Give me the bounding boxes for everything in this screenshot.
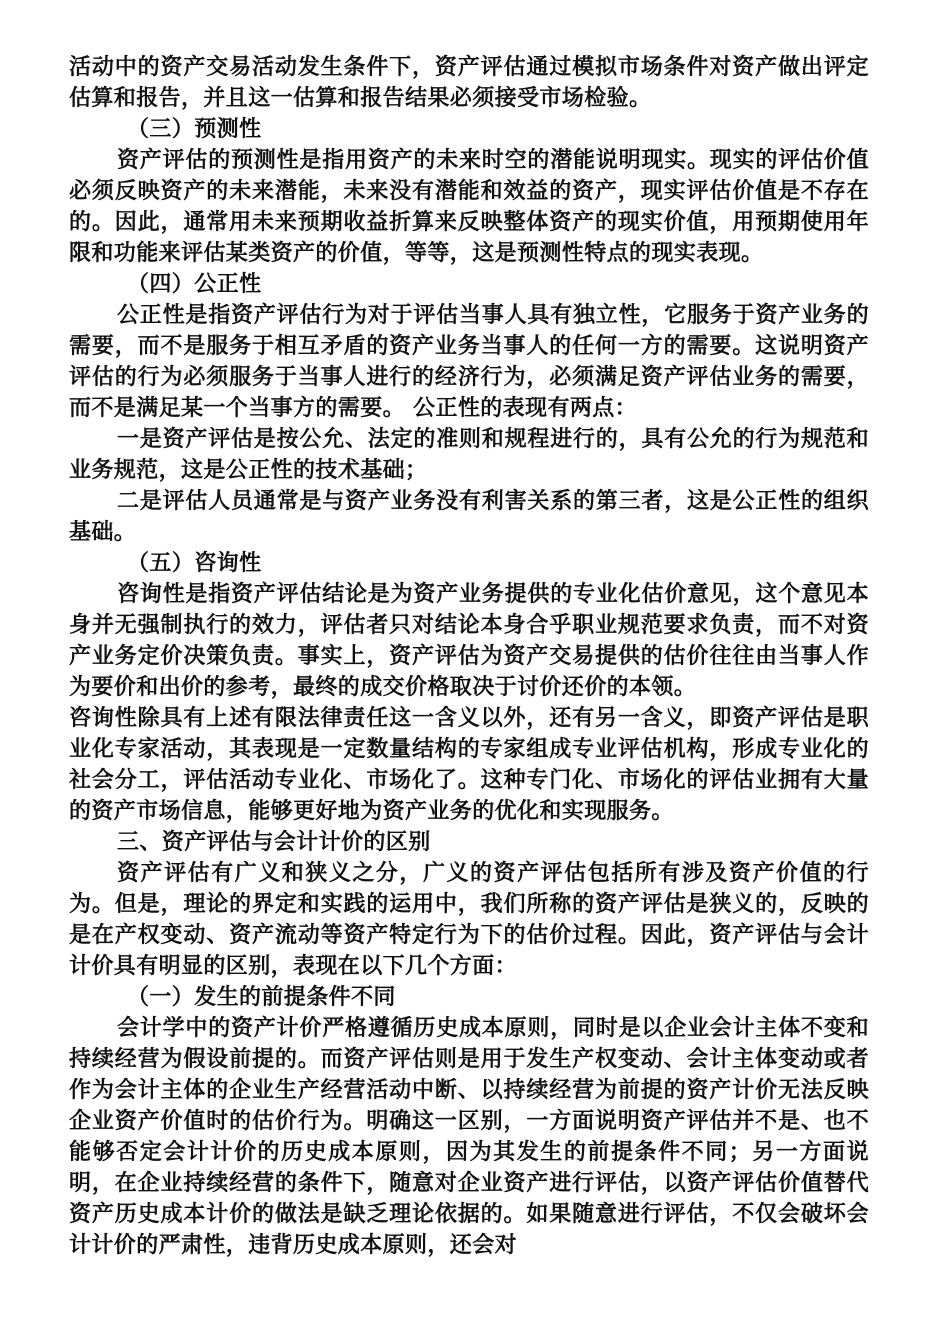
paragraph-forecast: 资产评估的预测性是指用资产的未来时空的潜能说明现实。现实的评估价值必须反映资产的未来潜能，未来没有潜能和效益的资产，现实评估价值是不存在的。因此，通常用未来预期收益折算来反映整体资产的现实价值，用预期使用年限和功能来评估某类资产的价值，等等，这是预测性特点的现实表现。 (69, 147, 869, 266)
paragraph-differences-intro: 资产评估有广义和狭义之分，广义的资产评估包括所有涉及资产价值的行为。但是，理论的界定和实践的运用中，我们所称的资产评估是狭义的，反映的是在产权变动、资产流动等资产特定行为下的估价过程。因此，资产评估与会计计价具有明显的区别，表现在以下几个方面： (69, 860, 869, 979)
section-heading-forecast: （三）预测性 (127, 116, 262, 142)
section-heading-preconditions: （一）发生的前提条件不同 (127, 984, 396, 1010)
section-heading-consulting: （五）咨询性 (127, 550, 262, 576)
paragraph-consulting-continued: 咨询性除具有上述有限法律责任这一含义以外，还有另一含义，即资产评估是职业化专家活动，其表现是一定数量结构的专家组成专业评估机构，形成专业化的社会分工，评估活动专业化、市场化了。这种专门化、市场化的评估业拥有大量的资产市场信息，能够更好地为资产业务的优化和实现服务。 (69, 705, 869, 824)
paragraph-fairness-point-two: 二是评估人员通常是与资产业务没有利害关系的第三者，这是公正性的组织基础。 (69, 488, 869, 545)
paragraph-fairness: 公正性是指资产评估行为对于评估当事人具有独立性，它服务于资产业务的需要，而不是服务于相互矛盾的资产业务当事人的任何一方的需要。这说明资产评估的行为必须服务于当事人进行的经济行为，必须满足资产评估业务的需要，而不是满足某一个当事方的需要。 公正性的表现有两点： (69, 302, 869, 421)
document-body (69, 52, 869, 1261)
chapter-heading-differences: 三、资产评估与会计计价的区别 (117, 829, 431, 855)
paragraph-continuation: 活动中的资产交易活动发生条件下，资产评估通过模拟市场条件对资产做出评定估算和报告，并且这一估算和报告结果必须接受市场检验。 (69, 54, 869, 111)
paragraph-fairness-point-one: 一是资产评估是按公允、法定的准则和规程进行的，具有公允的行为规范和业务规范，这是公正性的技术基础； (69, 426, 869, 483)
paragraph-consulting: 咨询性是指资产评估结论是为资产业务提供的专业化估价意见，这个意见本身并无强制执行的效力，评估者只对结论本身合乎职业规范要求负责，而不对资产业务定价决策负责。事实上，资产评估为资产交易提供的估价往往由当事人作为要价和出价的参考，最终的成交价格取决于讨价还价的本领。 (69, 581, 869, 700)
paragraph-preconditions: 会计学中的资产计价严格遵循历史成本原则，同时是以企业会计主体不变和持续经营为假设前提的。而资产评估则是用于发生产权变动、会计主体变动或者作为会计主体的企业生产经营活动中断、以持续经营为前提的资产计价无法反映企业资产价值时的估价行为。明确这一区别，一方面说明资产评估并不是、也不能够否定会计计价的历史成本原则，因为其发生的前提条件不同；另一方面说明，在企业持续经营的条件下，随意对企业资产进行评估，以资产评估价值替代资产历史成本计价的做法是缺乏理论依据的。如果随意进行评估，不仅会破坏会计计价的严肃性，违背历史成本原则，还会对 (69, 1015, 869, 1258)
section-heading-fairness: （四）公正性 (127, 271, 262, 297)
